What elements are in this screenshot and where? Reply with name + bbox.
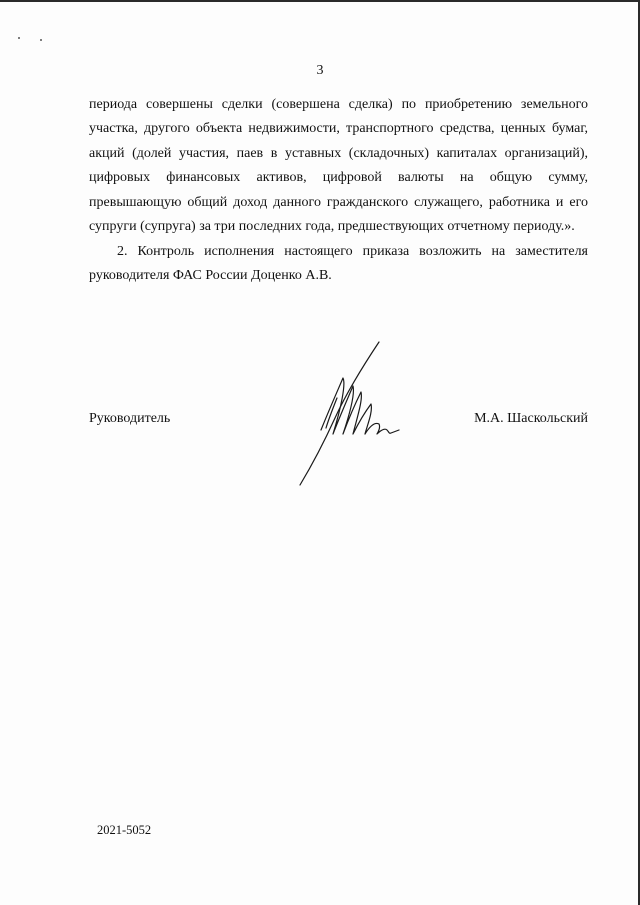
- text-line: акций (долей участия, паев в уставных (складочных) капиталах организаций),: [89, 145, 588, 161]
- text-line: превышающую общий доход данного гражданского служащего, работника и его: [89, 194, 588, 210]
- scan-edge-top: [0, 0, 640, 2]
- scan-speck: [40, 39, 42, 41]
- paragraph-1: [89, 93, 588, 239]
- signatory-name: М.А. Шаскольский: [474, 411, 588, 426]
- text-line: супруги (супруга) за три последних года, предшествующих отчетному периоду.».: [89, 218, 575, 234]
- text-line: периода совершены сделки (совершена сделка) по приобретению земельного: [89, 97, 588, 112]
- signatory-title: Руководитель: [89, 411, 171, 426]
- text-line: участка, другого объекта недвижимости, транспортного средства, ценных бумаг,: [89, 121, 588, 137]
- paragraph-2: [89, 240, 588, 289]
- page-number: 3: [316, 63, 324, 78]
- text-line: руководителя ФАС России Доценко А.В.: [89, 268, 332, 284]
- text-line: 2. Контроль исполнения настоящего приказа возложить на заместителя: [117, 244, 588, 259]
- text-line: цифровых финансовых активов, цифровой валюты на общую сумму,: [89, 170, 588, 186]
- document-code: 2021-5052: [97, 823, 152, 837]
- handwritten-signature: [293, 338, 405, 490]
- scan-speck: [18, 37, 20, 39]
